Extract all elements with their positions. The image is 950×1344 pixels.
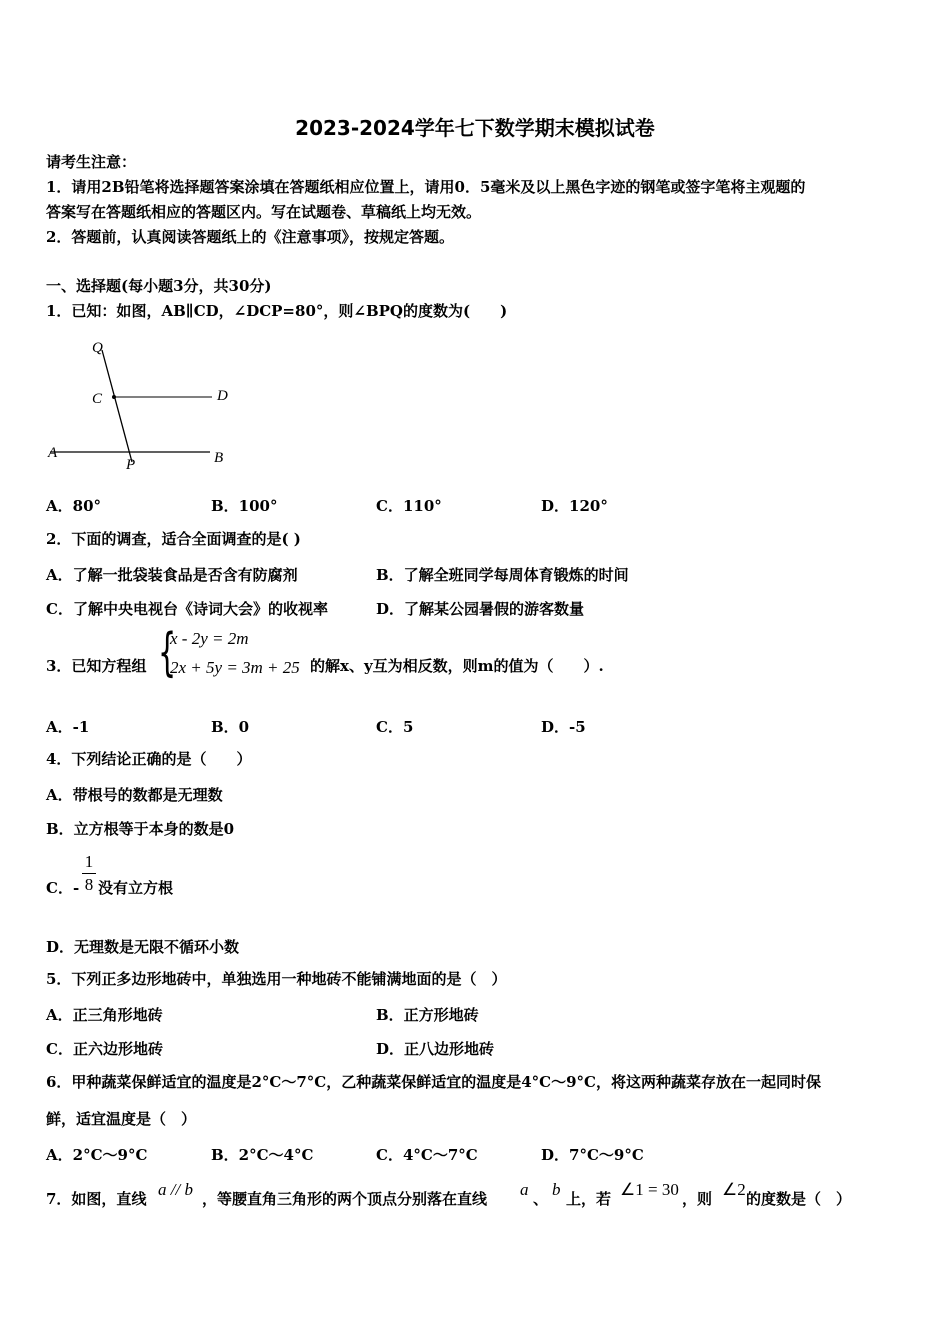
label-a: A bbox=[48, 445, 58, 461]
question-6-line-2: 鲜，适宜温度是（ ） bbox=[46, 1110, 197, 1128]
math-a-parallel-b: a // b bbox=[158, 1180, 193, 1199]
q1-option-c: C．110° bbox=[376, 497, 442, 515]
math-b: b bbox=[552, 1180, 561, 1199]
question-7-part-1: 7．如图，直线 bbox=[46, 1190, 147, 1208]
q4-option-b: B．立方根等于本身的数是0 bbox=[46, 820, 235, 838]
point-c bbox=[112, 395, 116, 399]
q1-option-b: B．100° bbox=[211, 497, 278, 515]
section-heading: 一、选择题(每小题3分，共30分) bbox=[46, 277, 272, 295]
page-title: 2023-2024学年七下数学期末模拟试卷 bbox=[295, 116, 655, 140]
q3-option-c: C．5 bbox=[376, 718, 414, 736]
label-c: C bbox=[92, 391, 103, 407]
question-7-part-5: ，则 bbox=[682, 1190, 713, 1208]
math-a: a bbox=[520, 1180, 529, 1199]
fraction-numerator: 1 bbox=[84, 852, 94, 871]
q5-option-b: B．正方形地砖 bbox=[376, 1006, 479, 1024]
q6-option-d: D．7°C～9°C bbox=[541, 1146, 644, 1164]
notice-heading: 请考生注意： bbox=[46, 153, 137, 171]
system-brace-icon: { bbox=[158, 623, 177, 683]
q5-option-c: C．正六边形地砖 bbox=[46, 1040, 163, 1058]
q5-option-a: A．正三角形地砖 bbox=[46, 1006, 163, 1024]
q2-option-a: A．了解一批袋装食品是否含有防腐剂 bbox=[46, 566, 298, 584]
q4-option-c-suffix: 没有立方根 bbox=[98, 879, 174, 897]
question-1-stem: 1．已知：如图，AB∥CD，∠DCP=80°，则∠BPQ的度数为( ) bbox=[46, 302, 508, 320]
question-3-prefix: 3．已知方程组 bbox=[46, 657, 147, 675]
equation-2: 2x + 5y = 3m + 25 bbox=[170, 658, 300, 677]
notice-line-3: 2．答题前，认真阅读答题纸上的《注意事项》，按规定答题。 bbox=[46, 228, 454, 246]
q1-option-a: A．80° bbox=[46, 497, 102, 515]
question-5-stem: 5．下列正多边形地砖中，单独选用一种地砖不能铺满地面的是（ ） bbox=[46, 970, 507, 988]
equation-1: x - 2y = 2m bbox=[170, 629, 249, 648]
q1-option-d: D．120° bbox=[541, 497, 608, 515]
question-4-stem: 4．下列结论正确的是（ ） bbox=[46, 750, 252, 768]
q4-option-a: A．带根号的数都是无理数 bbox=[46, 786, 223, 804]
label-q: Q bbox=[92, 340, 103, 356]
q3-option-b: B．0 bbox=[211, 718, 250, 736]
question-6-line-1: 6．甲种蔬菜保鲜适宜的温度是2°C～7°C，乙种蔬菜保鲜适宜的温度是4°C～9°C，将这两种蔬菜存放在一起同时保 bbox=[46, 1073, 821, 1091]
notice-line-2: 答案写在答题纸相应的答题区内。写在试题卷、草稿纸上均无效。 bbox=[46, 203, 482, 221]
label-b: B bbox=[214, 450, 224, 466]
question-7-part-6: 的度数是（ ） bbox=[746, 1190, 852, 1208]
question-2-stem: 2．下面的调查，适合全面调查的是( ) bbox=[46, 530, 301, 548]
q3-option-a: A．-1 bbox=[46, 718, 90, 736]
question-7-part-4: 上，若 bbox=[566, 1190, 612, 1208]
label-p: P bbox=[126, 457, 136, 473]
line-qp bbox=[102, 350, 132, 462]
q5-option-d: D．正八边形地砖 bbox=[376, 1040, 495, 1058]
math-angle-2: ∠2 bbox=[722, 1180, 746, 1199]
fraction-bar bbox=[82, 873, 96, 874]
notice-line-1: 1．请用2B铅笔将选择题答案涂填在答题纸相应位置上，请用0．5毫米及以上黑色字迹的钢笔或签字笔将主观题的 bbox=[46, 178, 806, 196]
question-1-figure bbox=[40, 332, 240, 477]
fraction-one-eighth bbox=[82, 852, 96, 895]
q6-option-b: B．2°C～4°C bbox=[211, 1146, 314, 1164]
q4-option-d: D．无理数是无限不循环小数 bbox=[46, 938, 240, 956]
equation-system bbox=[158, 623, 308, 685]
question-7-part-3: 、 bbox=[533, 1190, 549, 1208]
q2-option-b: B．了解全班同学每周体育锻炼的时间 bbox=[376, 566, 629, 584]
label-d: D bbox=[217, 388, 228, 404]
q6-option-c: C．4°C～7°C bbox=[376, 1146, 478, 1164]
fraction-denominator: 8 bbox=[84, 875, 94, 894]
question-3-suffix: 的解x、y互为相反数，则m的值为（ ）. bbox=[310, 657, 604, 675]
question-7-part-2: ，等腰直角三角形的两个顶点分别落在直线 bbox=[202, 1190, 488, 1208]
q2-option-c: C．了解中央电视台《诗词大会》的收视率 bbox=[46, 600, 328, 618]
math-angle-1: ∠1 = 30 bbox=[620, 1180, 679, 1199]
q3-option-d: D．-5 bbox=[541, 718, 586, 736]
q4-option-c-prefix: C．- bbox=[46, 879, 80, 897]
q6-option-a: A．2°C～9°C bbox=[46, 1146, 148, 1164]
q2-option-d: D．了解某公园暑假的游客数量 bbox=[376, 600, 585, 618]
